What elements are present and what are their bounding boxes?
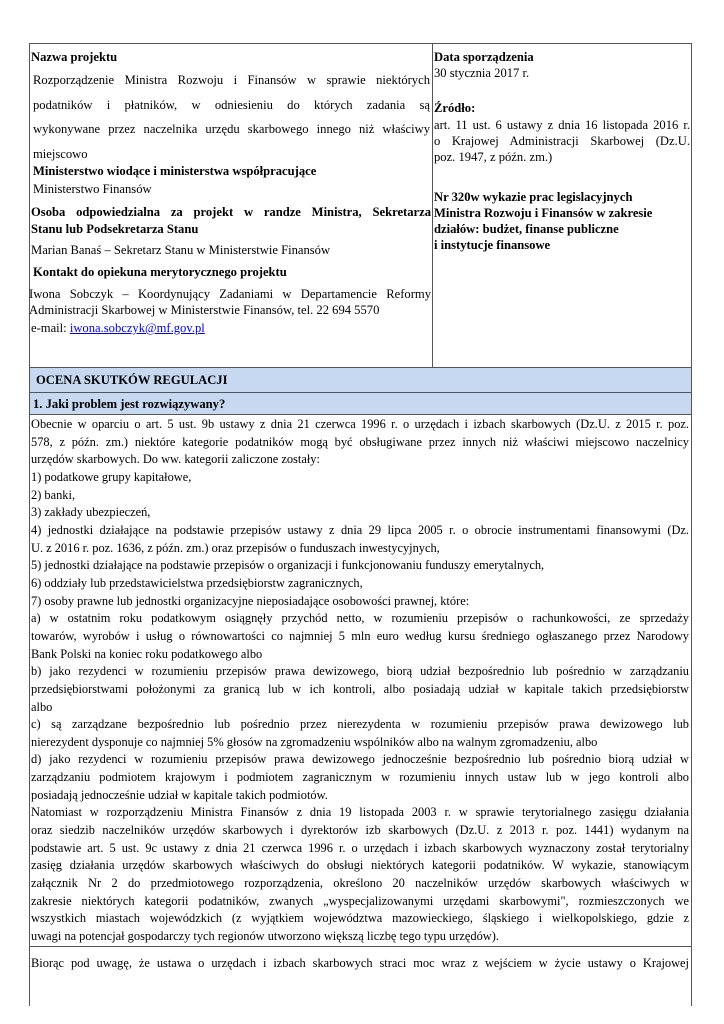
contact-line: Administracji Skarbowej w Ministerstwie Finansów, tel. 22 694 5570 [29,303,380,317]
responsible-person-label-line: Osoba odpowiedzialna za projekt w randze Ministra, Sekretarza [31,205,431,219]
source-value [434,117,690,165]
project-name-line: podatników i płatników, w odniesieniu do których zadania są [33,97,430,112]
contact-details [29,286,431,318]
problem-body-line: c) są zarządzane bezpośrednio lub pośrednio przez nierezydenta w rozumieniu przepisów prawa dewizowego lub [31,717,689,732]
problem-body-line: posiadają jednocześnie udział w kapitale takich podmiotów. [31,787,328,802]
problem-body-line: 6) oddziały lub przedstawicielstwa przedsiębiorstw zagranicznych, [31,575,363,590]
work-list-line: Nr 320w wykazie prac legislacyjnych [434,190,633,204]
date-value: 30 stycznia 2017 r. [434,66,530,80]
responsible-person-value: Marian Banaś – Sekretarz Stanu w Ministerstwie Finansów [31,243,331,257]
problem-body-line: przedsiębiorstwami położonymi za granicą lub w ich kontroli, albo posiadają udział w kapitale takich przedsiębiorstw [31,681,689,696]
project-name-line: miejscowo [33,146,88,161]
problem-body-line: U. z 2016 r. poz. 1636, z późn. zm.) oraz przepisów o funduszach inwestycyjnych, [31,540,440,555]
project-name-line: wykonywane przez naczelnika urzędu skarbowego innego niż właściwy [33,122,430,136]
source-line: o Krajowej Administracji Skarbowej (Dz.U. [434,134,690,148]
source-line: poz. 1947, z późn. zm.) [434,150,553,164]
problem-body-line: urzędów skarbowych. Do ww. kategorii zaliczone zostały: [31,452,320,467]
problem-body-line: 3) zakłady ubezpieczeń, [31,505,151,520]
problem-body-line: b) jako rezydenci w rozumieniu przepisów prawa dewizowego, biorą udział bezpośrednio lub pośrednio w zarządzaniu [31,664,689,679]
problem-body-line: a) w ostatnim roku podatkowym osiągnęły przychód netto, w rozumieniu przepisów o rachunkowości, ze sprzedaży [31,611,689,626]
work-list-line: Ministra Rozwoju i Finansów w zakresie [434,206,653,220]
work-list-entry [434,189,652,253]
contact-label: Kontakt do opiekuna merytorycznego projektu [33,265,287,279]
email-prefix: e-mail: [31,321,70,335]
problem-body-line: 1) podatkowe grupy kapitałowe, [31,469,192,484]
contact-line: Iwona Sobczyk – Koordynujący Zadaniami w Departamencie Reformy [29,287,431,301]
problem-body-line: zasięg działania urzędów skarbowych właściwych do obsługi niektórych kategorii podatników. W wykazie, stanowiącym [31,858,689,873]
problem-body-line: zarządzaniu podmiotem krajowym i podmiotem zagranicznym w rozumieniu innych ustaw lub w jego kontroli albo [31,770,689,785]
next-paragraph-line: Biorąc pod uwagę, że ustawa o urzędach i izbach skarbowych straci moc wraz z wejściem w życie ustawy o Krajowej [31,956,689,970]
problem-body-line: d) jako rezydenci w rozumieniu przepisów prawa dewizowego jednocześnie bezpośrednio lub pośrednio biorą udział w [31,752,689,767]
work-list-line: działów: budżet, finanse publiczne [434,222,619,236]
problem-body-line: podstawie art. 5 ust. 9c ustawy z dnia 21 czerwca 1996 r. o urzędach i izbach skarbowych wyznaczony został terytorialny [31,840,689,855]
problem-body-line: towarów, wyrobów i usług o równowartości co najmniej 5 mln euro według kursu średniego ogłaszanego przez Narodowy [31,628,689,643]
problem-body-line: Bank Polski na koniec roku podatkowego albo [31,646,263,661]
problem-body-line: uwagi na potencjał gospodarczy tych regionów utworzono większą liczbę tego typu urzędów). [31,929,499,944]
project-name [33,68,430,166]
ministry-label: Ministerstwo wiodące i ministerstwa współpracujące [33,164,317,178]
problem-body-line: oraz siedzib naczelników urzędów skarbowych i dyrektorów izb skarbowych (Dz.U. z 2013 r. poz. 1441) wydanym na [31,823,689,838]
project-name-line: Rozporządzenie Ministra Rozwoju i Finansów w sprawie niektórych [33,73,430,87]
question-heading: 1. Jaki problem jest rozwiązywany? [33,397,226,411]
problem-body-line: Natomiast w rozporządzeniu Ministra Finansów z dnia 19 listopada 2003 r. w sprawie terytorialnego zasięgu działania [31,805,689,820]
ministry-value: Ministerstwo Finansów [33,182,152,196]
problem-body [31,416,689,946]
problem-body-line: 578, z późn. zm.) niektóre kategorie podatników mogą być obsługiwane przez innych niż właściwi miejscowo naczelnicy [31,434,689,449]
date-label: Data sporządzenia [434,50,534,64]
problem-body-line: nierezydent dysponuje co najmniej 5% głosów na zgromadzeniu wspólników albo na walnym zgromadzeniu, albo [31,734,598,749]
responsible-person-label-line: Stanu lub Podsekretarza Stanu [31,222,199,236]
problem-body-line: załącznik Nr 2 do przedmiotowego rozporządzenia, określono 20 naczelników urzędów skarbowych właściwych w [31,876,689,891]
project-name-label: Nazwa projektu [31,50,118,64]
responsible-person-label [31,204,431,238]
work-list-line: i instytucje finansowe [434,238,551,252]
problem-body-line: 4) jednostki działające na podstawie przepisów ustawy z dnia 29 lipca 2005 r. o obrocie instrumentami finansowymi (Dz. [31,522,689,537]
email-link[interactable]: iwona.sobczyk@mf.gov.pl [69,321,205,335]
problem-body-line: 5) jednostki działające na podstawie przepisów o organizacji i funkcjonowaniu funduszy emerytalnych, [31,558,545,573]
problem-body-line: Obecnie w oparciu o art. 5 ust. 9b ustawy z dnia 21 czerwca 1996 r. o urzędach i izbach skarbowych (Dz.U. z 2015 r. poz. [31,417,689,431]
osr-heading: OCENA SKUTKÓW REGULACJI [36,373,228,387]
source-label: Źródło: [434,101,476,115]
problem-body-line: wszystkich miastach wojewódzkich (z wyjątkiem województwa mazowieckiego, śląskiego i wielkopolskiego, gdzie z [31,911,689,926]
contact-email-row [31,320,205,337]
source-line: art. 11 ust. 6 ustawy z dnia 16 listopada 2016 r. [434,118,690,132]
problem-body-line: albo [31,699,53,714]
problem-body-line: 2) banki, [31,487,76,502]
problem-body-line: 7) osoby prawne lub jednostki organizacyjne nieposiadające osobowości prawnej, które: [31,593,470,608]
problem-body-line: zakresie niektórych kategorii podatników, zwanych „wyspecjalizowanymi urzędami skarbowymi", rozmieszczonych we [31,893,689,908]
